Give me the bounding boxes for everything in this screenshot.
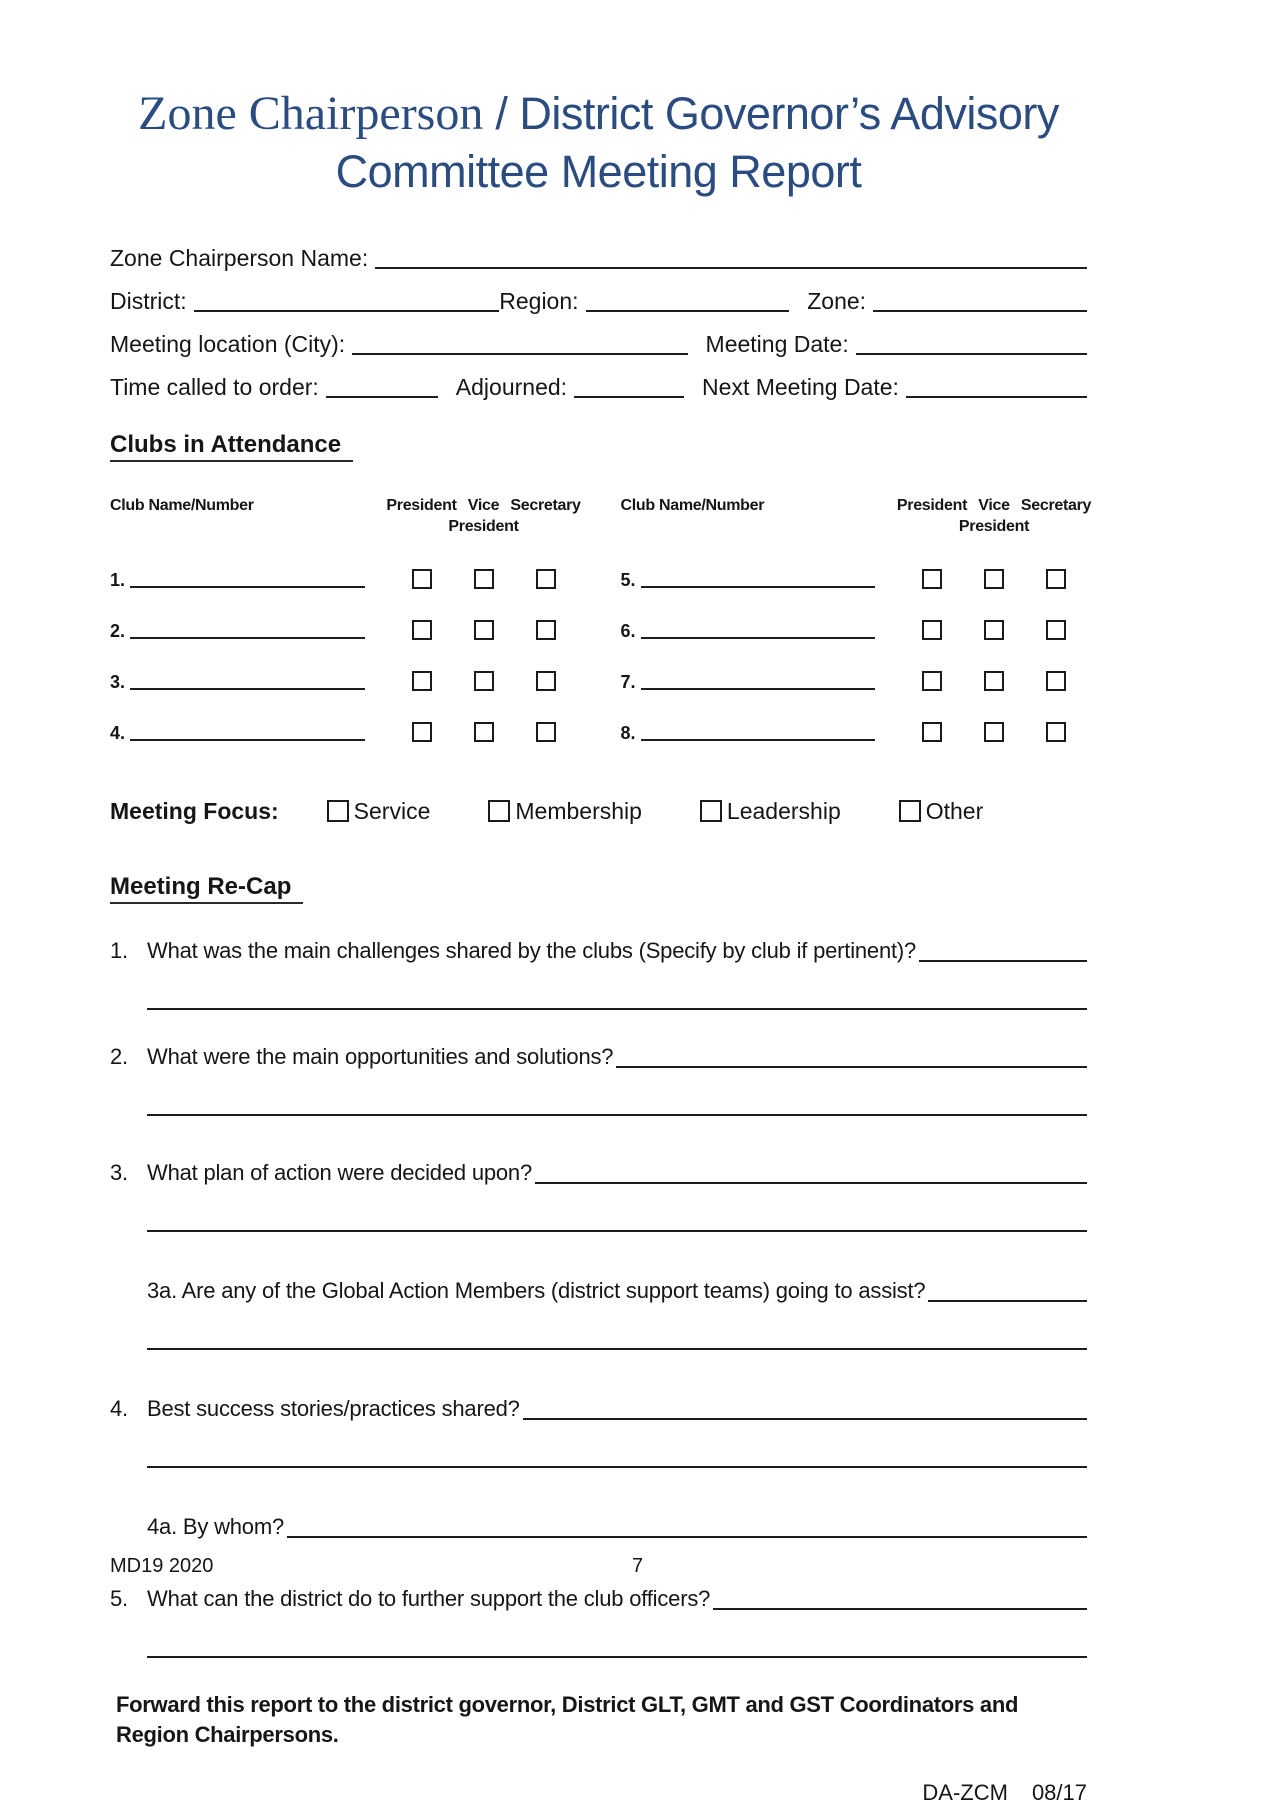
club-7-secretary-checkbox[interactable]	[1046, 671, 1066, 691]
attendance-right-half	[620, 496, 1092, 743]
question-4-text: Best success stories/practices shared?	[147, 1395, 520, 1421]
club-3-name-line[interactable]	[130, 688, 364, 690]
club-row-6	[621, 620, 1088, 640]
president-column-header: President	[896, 497, 968, 515]
title-line-2: Committee Meeting Report	[335, 146, 862, 198]
question-3a-answer-line-2[interactable]	[147, 1348, 1087, 1350]
meeting-date-line[interactable]	[856, 353, 1087, 355]
club-3-vice-president-checkbox[interactable]	[474, 671, 494, 691]
time-called-label: Time called to order:	[110, 374, 319, 401]
question-3a-text: 3a. Are any of the Global Action Members (district support teams) going to assist?	[147, 1277, 926, 1303]
club-6-name-field	[621, 622, 902, 640]
club-4-name-line[interactable]	[130, 739, 364, 741]
president-column-header: President	[386, 497, 457, 515]
question-1-answer-line[interactable]	[919, 960, 1087, 962]
title-serif-part: Zone Chairperson	[138, 87, 484, 140]
club-2-number: 2.	[110, 620, 126, 641]
club-name-column-header: Club Name/Number	[110, 497, 254, 515]
club-2-name-line[interactable]	[130, 637, 364, 639]
club-4-vice-president-checkbox[interactable]	[474, 722, 494, 742]
membership-option-label: Membership	[515, 797, 642, 824]
club-5-secretary-checkbox[interactable]	[1046, 569, 1066, 589]
report-form	[110, 0, 1092, 1806]
attendance-right-header-row	[620, 496, 1092, 538]
field-row-district-region-zone	[110, 288, 1087, 315]
meeting-location-label: Meeting location (City):	[110, 331, 346, 358]
club-5-number: 5.	[620, 569, 636, 590]
zone-chairperson-name-label: Zone Chairperson Name:	[110, 245, 369, 272]
club-6-number: 6.	[620, 620, 636, 641]
form-code: DA-ZCM	[922, 1780, 1008, 1806]
secretary-column-header: Secretary	[510, 497, 581, 515]
club-row-2	[110, 620, 577, 640]
leadership-checkbox[interactable]	[700, 800, 722, 822]
district-line[interactable]	[194, 310, 500, 312]
meeting-recap-heading: Meeting Re-Cap	[110, 873, 1087, 904]
question-4a	[147, 1514, 1087, 1540]
question-4a-text: 4a. By whom?	[147, 1513, 285, 1539]
zone-label: Zone:	[807, 288, 867, 315]
question-1	[110, 938, 1087, 964]
club-7-president-checkbox[interactable]	[922, 671, 942, 691]
club-2-president-checkbox[interactable]	[412, 620, 432, 640]
club-8-name-line[interactable]	[641, 739, 875, 741]
club-7-vice-president-checkbox[interactable]	[984, 671, 1004, 691]
question-2-number: 2.	[110, 1043, 128, 1069]
title-sans-part: / District Governor’s Advisory	[483, 88, 1059, 139]
question-4a-answer-line[interactable]	[287, 1536, 1087, 1538]
club-4-secretary-checkbox[interactable]	[536, 722, 556, 742]
question-3a	[147, 1278, 1087, 1304]
question-2-answer-line-2[interactable]	[147, 1114, 1087, 1116]
club-5-vice-president-checkbox[interactable]	[984, 569, 1004, 589]
question-3	[110, 1160, 1087, 1186]
club-1-name-line[interactable]	[130, 586, 364, 588]
page-title	[110, 84, 1087, 201]
question-4-answer-line-2[interactable]	[147, 1466, 1087, 1468]
page-footer	[110, 1555, 1165, 1578]
club-5-name-field	[621, 571, 902, 589]
club-7-number: 7.	[620, 671, 636, 692]
meeting-focus-label: Meeting Focus:	[110, 797, 279, 824]
focus-option-membership	[488, 798, 642, 825]
question-3a-answer-line[interactable]	[928, 1300, 1087, 1302]
question-2-answer-line[interactable]	[616, 1066, 1087, 1068]
question-5-answer-line-2[interactable]	[147, 1656, 1087, 1658]
leadership-option-label: Leadership	[726, 797, 841, 824]
club-7-name-field	[621, 673, 902, 691]
title-line-1	[110, 84, 1087, 144]
question-4-number: 4.	[110, 1395, 128, 1421]
club-4-president-checkbox[interactable]	[412, 722, 432, 742]
district-label: District:	[110, 288, 187, 315]
club-4-name-field	[110, 724, 391, 742]
adjourned-label: Adjourned:	[455, 374, 568, 401]
question-5-number: 5.	[110, 1585, 128, 1611]
info-fields	[110, 245, 1087, 401]
adjourned-line[interactable]	[574, 396, 684, 398]
club-row-7	[621, 671, 1088, 691]
time-called-line[interactable]	[326, 396, 438, 398]
club-3-name-field	[110, 673, 391, 691]
question-3-text: What plan of action were decided upon?	[147, 1159, 532, 1185]
form-revision: 08/17	[1031, 1780, 1087, 1806]
club-8-secretary-checkbox[interactable]	[1046, 722, 1066, 742]
next-meeting-date-line[interactable]	[906, 396, 1087, 398]
field-row-times	[110, 374, 1087, 401]
club-4-number: 4.	[110, 722, 126, 743]
org-line: MD19 2020	[110, 1555, 214, 1577]
form-code-row	[110, 1780, 1087, 1806]
service-checkbox[interactable]	[327, 800, 349, 822]
question-3-answer-line[interactable]	[535, 1182, 1087, 1184]
club-1-name-field	[110, 571, 391, 589]
club-8-number: 8.	[620, 722, 636, 743]
question-3-number: 3.	[110, 1159, 128, 1185]
club-1-president-checkbox[interactable]	[412, 569, 432, 589]
club-1-number: 1.	[110, 569, 126, 590]
forward-instruction: Forward this report to the district governor, District GLT, GMT and GST Coordinators and Region Chairpersons.	[116, 1691, 1019, 1748]
club-8-president-checkbox[interactable]	[922, 722, 942, 742]
question-2	[110, 1044, 1087, 1070]
field-row-location-date	[110, 331, 1087, 358]
question-2-text: What were the main opportunities and solutions?	[147, 1043, 614, 1069]
club-8-name-field	[621, 724, 902, 742]
question-1-number: 1.	[110, 937, 128, 963]
other-checkbox[interactable]	[899, 800, 921, 822]
question-5-answer-line[interactable]	[713, 1608, 1087, 1610]
club-row-3	[110, 671, 577, 691]
zone-line[interactable]	[873, 310, 1087, 312]
meeting-location-line[interactable]	[352, 353, 687, 355]
focus-option-other	[899, 798, 984, 825]
club-6-president-checkbox[interactable]	[922, 620, 942, 640]
club-2-vice-president-checkbox[interactable]	[474, 620, 494, 640]
club-1-vice-president-checkbox[interactable]	[474, 569, 494, 589]
meeting-focus-row	[110, 798, 1087, 825]
club-row-4	[110, 722, 577, 742]
club-row-8	[621, 722, 1088, 742]
service-option-label: Service	[353, 797, 431, 824]
zone-chairperson-name-line[interactable]	[375, 267, 1087, 269]
question-1-answer-line-2[interactable]	[147, 1008, 1087, 1010]
club-3-president-checkbox[interactable]	[412, 671, 432, 691]
membership-checkbox[interactable]	[488, 800, 510, 822]
club-row-1	[110, 569, 577, 589]
club-3-number: 3.	[110, 671, 126, 692]
next-meeting-date-label: Next Meeting Date:	[702, 374, 899, 401]
question-5-text: What can the district do to further support the club officers?	[147, 1585, 711, 1611]
club-1-secretary-checkbox[interactable]	[536, 569, 556, 589]
club-5-name-line[interactable]	[641, 586, 875, 588]
attendance-left-header-row	[110, 496, 581, 538]
clubs-in-attendance-heading: Clubs in Attendance	[110, 431, 1087, 462]
club-7-name-line[interactable]	[641, 688, 875, 690]
focus-option-service	[327, 798, 431, 825]
region-line[interactable]	[586, 310, 790, 312]
focus-option-leadership	[700, 798, 841, 825]
club-6-name-line[interactable]	[641, 637, 875, 639]
club-name-column-header: Club Name/Number	[620, 497, 765, 515]
meeting-date-label: Meeting Date:	[705, 331, 849, 358]
club-3-secretary-checkbox[interactable]	[536, 671, 556, 691]
other-option-label: Other	[925, 797, 984, 824]
club-8-vice-president-checkbox[interactable]	[984, 722, 1004, 742]
secretary-column-header: Secretary	[1020, 497, 1092, 515]
question-4	[110, 1396, 1087, 1422]
question-1-text: What was the main challenges shared by the clubs (Specify by club if pertinent)?	[147, 937, 917, 963]
question-4-answer-line[interactable]	[523, 1418, 1087, 1420]
attendance-left-half	[110, 496, 581, 743]
club-6-vice-president-checkbox[interactable]	[984, 620, 1004, 640]
club-6-secretary-checkbox[interactable]	[1046, 620, 1066, 640]
region-label: Region:	[499, 288, 579, 315]
club-2-secretary-checkbox[interactable]	[536, 620, 556, 640]
vice-president-column-header: Vice President	[448, 497, 519, 535]
page-number: 7	[631, 1555, 644, 1577]
attendance-table	[110, 496, 1092, 743]
club-row-5	[621, 569, 1088, 589]
question-3-answer-line-2[interactable]	[147, 1230, 1087, 1232]
club-2-name-field	[110, 622, 391, 640]
club-5-president-checkbox[interactable]	[922, 569, 942, 589]
vice-president-column-header: Vice President	[958, 497, 1030, 535]
field-row-name	[110, 245, 1087, 272]
question-5	[110, 1586, 1087, 1612]
